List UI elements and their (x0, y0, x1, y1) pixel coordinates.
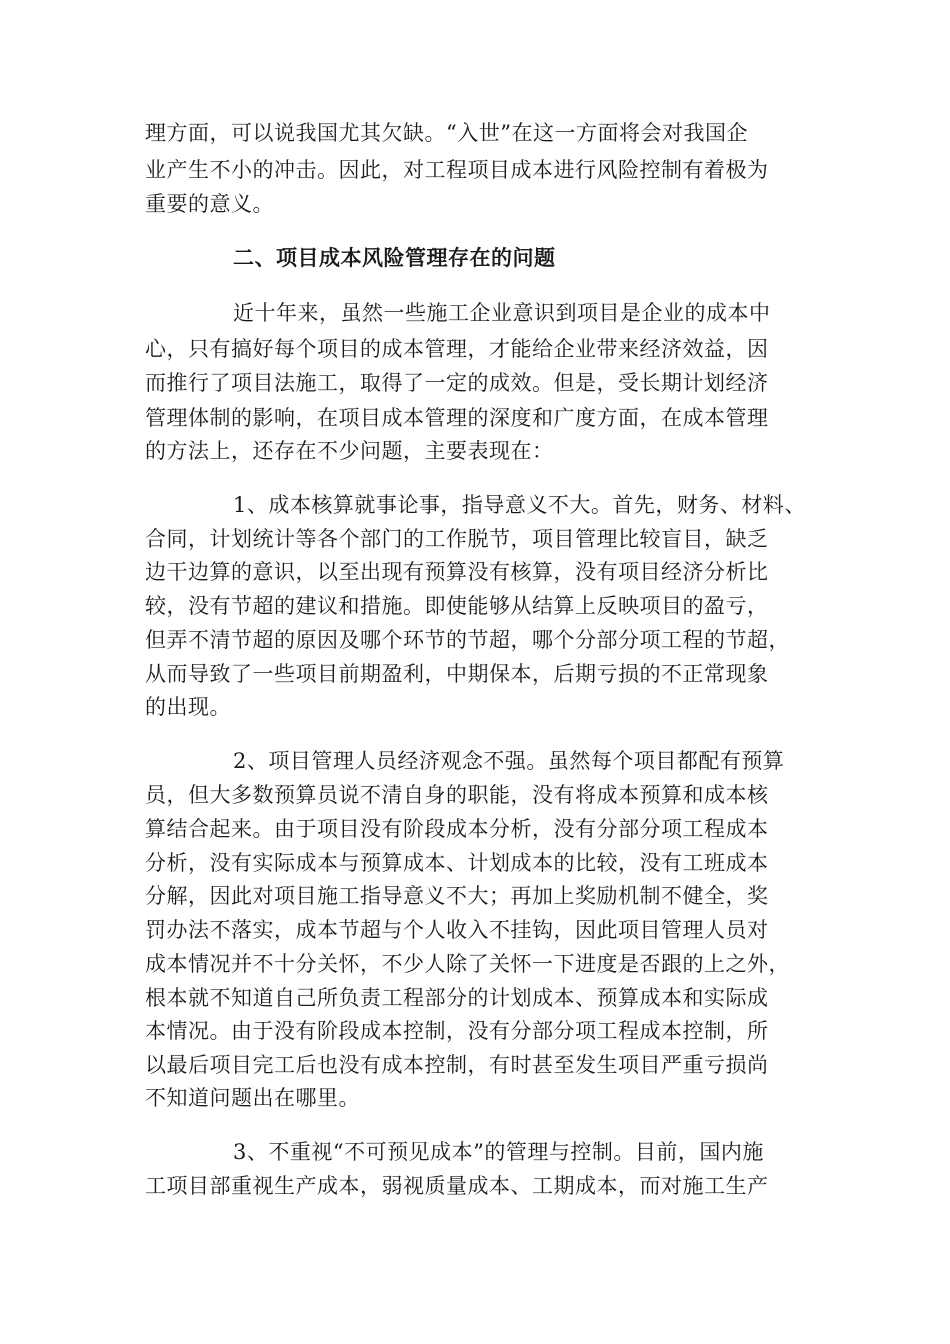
paragraph-4-line-2: 工项目部重视生产成本，弱视质量成本、工期成本，而对施工生产 (145, 1174, 769, 1198)
paragraph-3-line-7: 成本情况并不十分关怀，不少人除了关怀一下进度是否跟的上之外， (145, 952, 790, 976)
paragraph-4-line-1: 3、不重视“不可预见成本”的管理与控制。目前，国内施 (233, 1140, 764, 1164)
paragraph-2-line-6: 从而导致了一些项目前期盈利，中期保本，后期亏损的不正常现象 (145, 662, 769, 686)
paragraph-2-line-7: 的出现。 (145, 695, 231, 719)
paragraph-3-line-3: 算结合起来。由于项目没有阶段成本分析，没有分部分项工程成本 (145, 817, 769, 841)
paragraph-3-line-5: 分解，因此对项目施工指导意义不大；再加上奖励机制不健全，奖 (145, 884, 769, 908)
section-heading: 二、项目成本风险管理存在的问题 (233, 246, 556, 270)
paragraph-3-line-10: 以最后项目完工后也没有成本控制，有时甚至发生项目严重亏损尚 (145, 1053, 769, 1077)
paragraph-3-line-4: 分析，没有实际成本与预算成本、计划成本的比较，没有工班成本 (145, 851, 769, 875)
paragraph-2-line-5: 但弄不清节超的原因及哪个环节的节超，哪个分部分项工程的节超， (145, 628, 790, 652)
paragraph-1-line-4: 管理体制的影响，在项目成本管理的深度和广度方面，在成本管理 (145, 406, 769, 430)
paragraph-1-line-2: 心，只有搞好每个项目的成本管理，才能给企业带来经济效益，因 (145, 337, 769, 361)
intro-line-1: 理方面，可以说我国尤其欠缺。“入世”在这一方面将会对我国企 (145, 121, 748, 145)
paragraph-3-line-2: 员，但大多数预算员说不清自身的职能，没有将成本预算和成本核 (145, 783, 769, 807)
paragraph-3-line-6: 罚办法不落实，成本节超与个人收入不挂钩，因此项目管理人员对 (145, 918, 769, 942)
paragraph-3-line-11: 不知道问题出在哪里。 (145, 1086, 360, 1110)
paragraph-1-line-5: 的方法上，还存在不少问题，主要表现在： (145, 439, 554, 463)
paragraph-2-line-2: 合同，计划统计等各个部门的工作脱节，项目管理比较盲目，缺乏 (145, 527, 769, 551)
paragraph-2-line-4: 较，没有节超的建议和措施。即使能够从结算上反映项目的盈亏， (145, 594, 769, 618)
paragraph-2-line-1: 1、成本核算就事论事，指导意义不大。首先，财务、材料、 (233, 493, 806, 517)
intro-line-3: 重要的意义。 (145, 192, 274, 216)
paragraph-3-line-9: 本情况。由于没有阶段成本控制，没有分部分项工程成本控制，所 (145, 1019, 769, 1043)
paragraph-3-line-1: 2、项目管理人员经济观念不强。虽然每个项目都配有预算 (233, 749, 785, 773)
paragraph-2-line-3: 边干边算的意识，以至出现有预算没有核算，没有项目经济分析比 (145, 560, 769, 584)
paragraph-1-line-1: 近十年来，虽然一些施工企业意识到项目是企业的成本中 (233, 301, 771, 325)
paragraph-1-line-3: 而推行了项目法施工，取得了一定的成效。但是，受长期计划经济 (145, 371, 769, 395)
intro-line-2: 业产生不小的冲击。因此，对工程项目成本进行风险控制有着极为 (145, 158, 769, 182)
paragraph-3-line-8: 根本就不知道自己所负责工程部分的计划成本、预算成本和实际成 (145, 986, 769, 1010)
